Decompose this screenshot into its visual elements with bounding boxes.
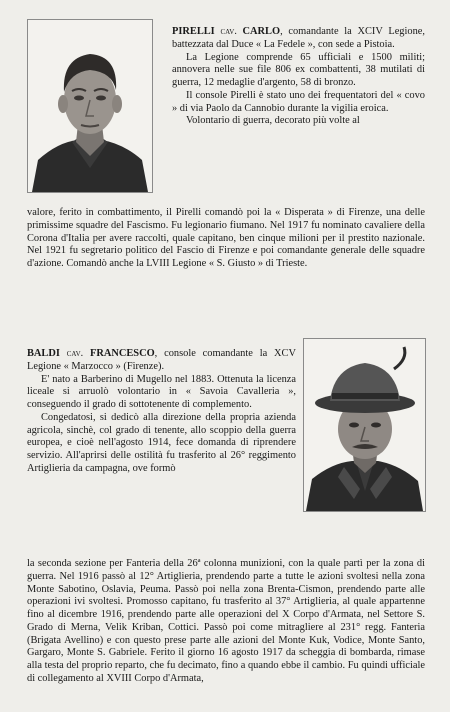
bio-baldi-title: cav.: [66, 348, 84, 359]
bio-baldi-paragraph-3-rest: la seconda sezione per Fanteria della 26ª colonna munizioni, con la quale partì per la zona di guerra. Nel 1916 passò al 12° Artiglieria, prendendo parte a tutte le azioni svoltesi nella zona Monte Sabotino, Oslavia, Peuma. Passò poi nella zona Brenta-Cismon, prendendo parte alle operazioni ivi svoltesi. Promosso capitano, fu trasferito al 37° Artiglieria, al quale appartenne fino al dicembre 1916, prendendo parte alle operazioni del X Corpo d'Armata, nel Settore S. Grado di Merna, Velik Kriban, Cottici. Passò poi come mitragliere al 231° regg. Fanteria (Brigata Avellino) e con questo prese parte alle azioni del Monte Kuk, Vodice, Monte Santo, Gargaro, Monte S. Gabriele. Ferito il giorno 16 agosto 1917 da scheggia di bombarda, rimase alla testa del proprio reparto, che fu decimato, fino a quando ebbe il cambio. Fu quindi ufficiale di collegamento al XVIII Corpo d'Armata,: [27, 558, 425, 684]
bio-baldi-intro-text: , console comandante la XCV Legione « Marzocco » (Firenze).: [27, 348, 296, 372]
bio-pirelli-intro-text: , comandante la XCIV Legione, battezzata dal Duce « La Fedele », con sede a Pistoia.: [172, 26, 425, 50]
portrait-photo-pirelli: [27, 19, 153, 193]
bio-pirelli-paragraph-2: La Legione comprende 65 ufficiali e 1500 militi; annovera nelle sue file 806 ex combattenti, 38 mutilati di guerra, 12 medaglie d'argento, 58 di bronzo.: [172, 51, 425, 88]
bio-pirelli-title: cav.: [220, 26, 237, 37]
bio-baldi-paragraph-2: E' nato a Barberino di Mugello nel 1883. Ottenuta la licenza liceale si arruolò volontario in « Savoia Cavalleria », conseguendo il grado di sottotenente di complemento.: [27, 373, 296, 410]
portrait-pirelli-image: [28, 20, 152, 192]
bio-baldi-continuation: [27, 558, 425, 686]
bio-pirelli-heading-paragraph: [172, 26, 425, 52]
bio-pirelli-paragraph-4-rest: valore, ferito in combattimento, il Pirelli comandò poi la « Disperata » di Firenze, una delle primissime squadre del Fascismo. Fu legionario fiumano. Nel 1917 fu nominato cavaliere della Corona d'Italia per avere raccolti, quale capitano, ben cinque milioni per il prestito nazionale. Nel 1921 fu segretario politico del Fascio di Firenze e poi comandante generale delle squadre d'azione. Comandò anche la LVIII Legione « S. Giusto » di Trieste.: [27, 207, 425, 269]
bio-pirelli-first-name: CARLO: [242, 26, 281, 37]
bio-pirelli-paragraph-4-start: Volontario di guerra, decorato più volte al: [186, 115, 360, 127]
portrait-photo-baldi: [303, 338, 426, 512]
bio-baldi-intro: [27, 348, 296, 476]
bio-baldi-heading-paragraph: [27, 348, 296, 374]
bio-pirelli-intro: [172, 26, 425, 128]
bio-baldi-first-name: FRANCESCO: [90, 348, 155, 359]
bio-pirelli-surname: PIRELLI: [172, 26, 215, 37]
bio-pirelli-continuation: [27, 207, 425, 271]
portrait-baldi-image: [304, 339, 425, 511]
bio-baldi-surname: BALDI: [27, 348, 60, 359]
bio-pirelli-paragraph-3: Il console Pirelli è stato uno dei frequentatori del « covo » di via Paolo da Cannobio durante la vigilia eroica.: [172, 89, 425, 114]
bio-baldi-paragraph-3-start: Congedatosi, si dedicò alla direzione della propria azienda agricola, sinchè, col grado di tenente, allo scoppio della guerra europea, e cioè nell'agosto 1914, fece domanda di riprendere servizio. All'aprirsi delle ostilità fu trasferito al 26° reggimento Artiglieria da campagna, ove formò: [27, 411, 296, 474]
